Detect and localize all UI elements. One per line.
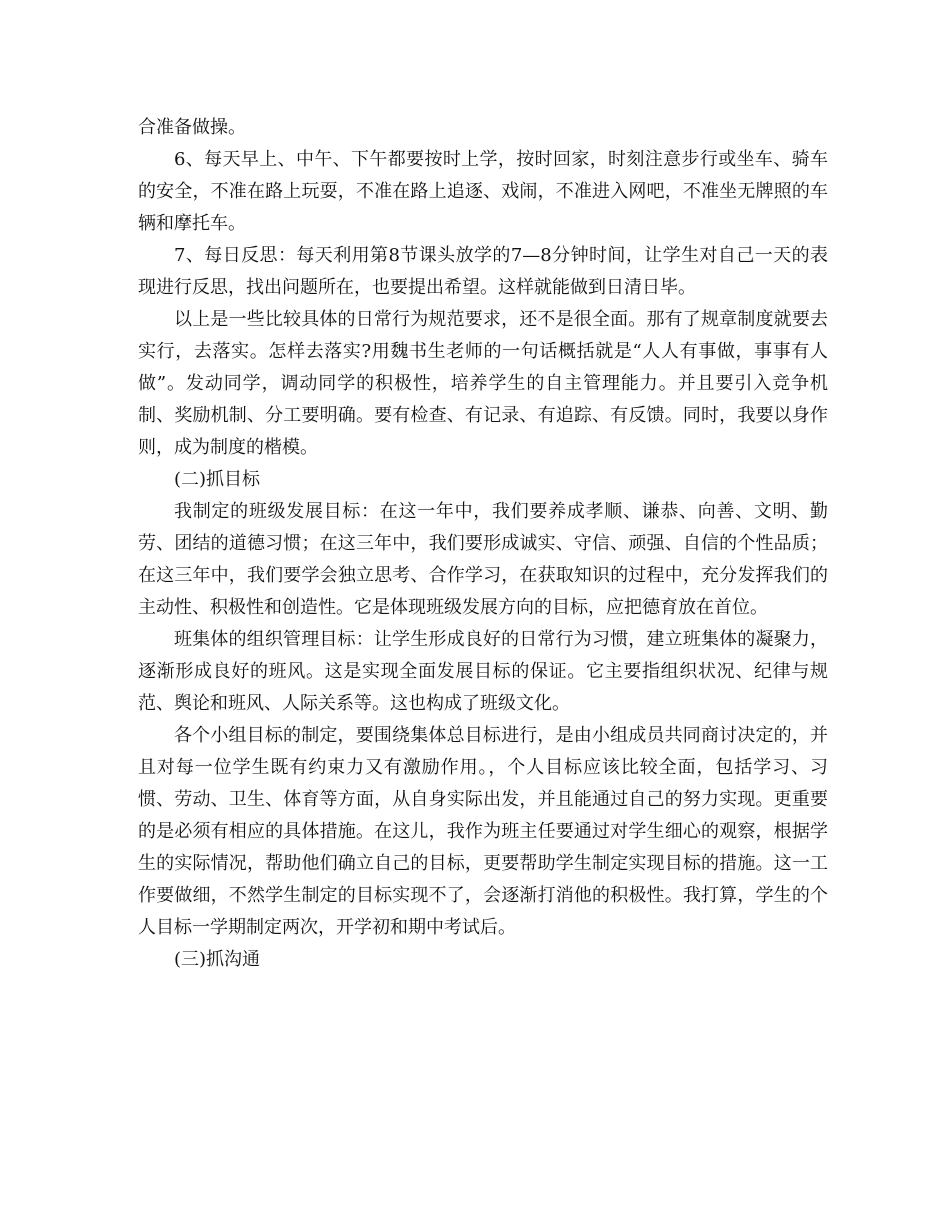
body-text — [138, 112, 828, 976]
paragraph-rule-7: 7、每日反思：每天利用第8节课头放学的7—8分钟时间，让学生对自己一天的表现进行反思，找出问题所在，也要提出希望。这样就能做到日清日毕。 — [138, 245, 828, 298]
paragraph-management-goals: 班集体的组织管理目标：让学生形成良好的日常行为习惯，建立班集体的凝聚力，逐渐形成良好的班风。这是实现全面发展目标的保证。它主要指组织状况、纪律与规范、舆论和班风、人际关系等。这也构成了班级文化。 — [138, 629, 828, 714]
paragraph-group-goals: 各个小组目标的制定，要围绕集体总目标进行，是由小组成员共同商讨决定的，并且对每一位学生既有约束力又有激励作用。，个人目标应该比较全面，包括学习、习惯、劳动、卫生、体育等方面，从自身实际出发，并且能通过自己的努力实现。更重要的是必须有相应的具体措施。在这儿，我作为班主任要通过对学生细心的观察，根据学生的实际情况，帮助他们确立自己的目标，更要帮助学生制定实现目标的措施。这一工作要做细，不然学生制定的目标实现不了，会逐渐打消他的积极性。我打算，学生的个人目标一学期制定两次，开学初和期中考试后。 — [138, 725, 828, 938]
paragraph-class-goals: 我制定的班级发展目标：在这一年中，我们要养成孝顺、谦恭、向善、文明、勤劳、团结的道德习惯；在这三年中，我们要形成诚实、守信、顽强、自信的个性品质；在这三年中，我们要学会独立思考、合作学习，在获取知识的过程中，充分发挥我们的主动性、积极性和创造性。它是体现班级发展方向的目标，应把德育放在首位。 — [138, 501, 828, 618]
paragraph-continuation: 合准备做操。 — [138, 117, 246, 138]
paragraph-summary: 以上是一些比较具体的日常行为规范要求，还不是很全面。那有了规章制度就要去实行，去落实。怎样去落实?用魏书生老师的一句话概括就是“人人有事做，事事有人做”。发动同学，调动同学的积极性，培养学生的自主管理能力。并且要引入竞争机制、奖励机制、分工要明确。要有检查、有记录、有追踪、有反馈。同时，我要以身作则，成为制度的楷模。 — [138, 309, 828, 458]
paragraph-rule-6: 6、每天早上、中午、下午都要按时上学，按时回家，时刻注意步行或坐车、骑车的安全，不准在路上玩耍，不准在路上追逐、戏闹，不准进入网吧，不准坐无牌照的车辆和摩托车。 — [138, 149, 828, 234]
section-heading-goals: (二)抓目标 — [174, 469, 261, 490]
section-heading-communication: (三)抓沟通 — [174, 949, 261, 970]
